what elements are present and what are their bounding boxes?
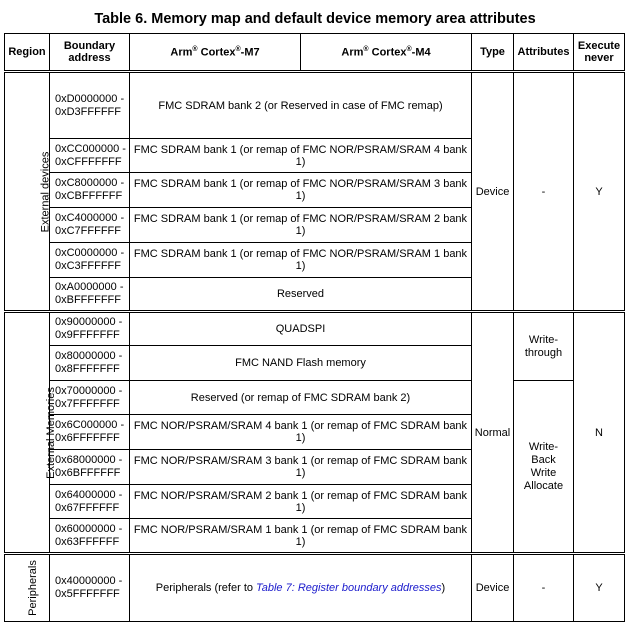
header-region: Region xyxy=(5,34,50,72)
description-cell: FMC NAND Flash memory xyxy=(130,346,472,381)
memory-map-table xyxy=(4,33,625,622)
description-cell: FMC SDRAM bank 1 (or remap of FMC NOR/PSRAM/SRAM 2 bank 1) xyxy=(130,208,472,243)
attributes-cell: - xyxy=(514,72,574,312)
header-attributes: Attributes xyxy=(514,34,574,72)
boundary-address-cell: 0x6C000000 - 0x6FFFFFFF xyxy=(50,415,130,450)
boundary-address-cell: 0xC4000000 - 0xC7FFFFFF xyxy=(50,208,130,243)
table-row xyxy=(5,72,625,139)
boundary-address-cell: 0x64000000 - 0x67FFFFFF xyxy=(50,485,130,519)
header-row xyxy=(5,34,625,72)
header-execute-never: Execute never xyxy=(574,34,625,72)
boundary-address-cell: 0x60000000 - 0x63FFFFFF xyxy=(50,519,130,554)
boundary-address-cell: 0x90000000 - 0x9FFFFFFF xyxy=(50,312,130,346)
attributes-cell: - xyxy=(514,554,574,622)
header-cortex-m7: Arm® Cortex®-M7 xyxy=(130,34,301,72)
description-cell: FMC SDRAM bank 2 (or Reserved in case of FMC remap) xyxy=(130,72,472,139)
type-cell: Device xyxy=(472,554,514,622)
region-external-devices xyxy=(5,72,50,312)
region-external-memories xyxy=(5,312,57,554)
boundary-address-cell: 0xC8000000 - 0xCBFFFFFF xyxy=(50,173,130,208)
type-cell: Device xyxy=(472,72,514,312)
description-cell: FMC NOR/PSRAM/SRAM 4 bank 1 (or remap of FMC SDRAM bank 1) xyxy=(130,415,472,450)
boundary-address-cell: 0xD0000000 - 0xD3FFFFFF xyxy=(50,72,130,139)
region-label: External devices xyxy=(39,151,52,232)
table-row xyxy=(5,554,625,622)
description-cell: FMC NOR/PSRAM/SRAM 1 bank 1 (or remap of FMC SDRAM bank 1) xyxy=(130,519,472,554)
description-cell: Reserved xyxy=(130,278,472,312)
boundary-address-cell: 0x70000000 - 0x7FFFFFFF xyxy=(50,381,130,415)
boundary-address-cell: 0xCC000000 - 0xCFFFFFFF xyxy=(50,139,130,173)
description-cell: FMC NOR/PSRAM/SRAM 3 bank 1 (or remap of FMC SDRAM bank 1) xyxy=(130,450,472,485)
register-boundary-link[interactable]: Table 7: Register boundary addresses xyxy=(256,582,442,594)
region-label: External Memories xyxy=(44,386,57,479)
boundary-address-cell: 0xA0000000 - 0xBFFFFFFF xyxy=(50,278,130,312)
boundary-address-cell: 0x68000000 - 0x6BFFFFFF xyxy=(50,450,130,485)
attributes-cell: Write- through xyxy=(514,312,574,381)
description-cell: FMC NOR/PSRAM/SRAM 2 bank 1 (or remap of FMC SDRAM bank 1) xyxy=(130,485,472,519)
description-cell: FMC SDRAM bank 1 (or remap of FMC NOR/PSRAM/SRAM 4 bank 1) xyxy=(130,139,472,173)
header-type: Type xyxy=(472,34,514,72)
description-cell: Reserved (or remap of FMC SDRAM bank 2) xyxy=(130,381,472,415)
header-cortex-m4: Arm® Cortex®-M4 xyxy=(301,34,472,72)
table-row xyxy=(5,381,625,415)
execute-never-cell: Y xyxy=(574,72,625,312)
type-cell: Normal xyxy=(472,312,514,554)
region-peripherals xyxy=(5,554,50,622)
table-row xyxy=(5,312,625,346)
region-label: Peripherals xyxy=(26,560,39,616)
header-boundary-address: Boundary address xyxy=(50,34,130,72)
description-cell: Peripherals (refer to Table 7: Register boundary addresses) xyxy=(130,554,472,622)
table-caption: Table 6. Memory map and default device memory area attributes xyxy=(94,11,536,27)
execute-never-cell: N xyxy=(574,312,625,554)
boundary-address-cell: 0x80000000 - 0x8FFFFFFF xyxy=(50,346,130,381)
boundary-address-cell: 0xC0000000 - 0xC3FFFFFF xyxy=(50,243,130,278)
attributes-cell: Write- Back Write Allocate xyxy=(514,381,574,554)
description-cell: QUADSPI xyxy=(130,312,472,346)
description-cell: FMC SDRAM bank 1 (or remap of FMC NOR/PSRAM/SRAM 3 bank 1) xyxy=(130,173,472,208)
execute-never-cell: Y xyxy=(574,554,625,622)
description-cell: FMC SDRAM bank 1 (or remap of FMC NOR/PSRAM/SRAM 1 bank 1) xyxy=(130,243,472,278)
boundary-address-cell: 0x40000000 - 0x5FFFFFFF xyxy=(50,554,130,622)
